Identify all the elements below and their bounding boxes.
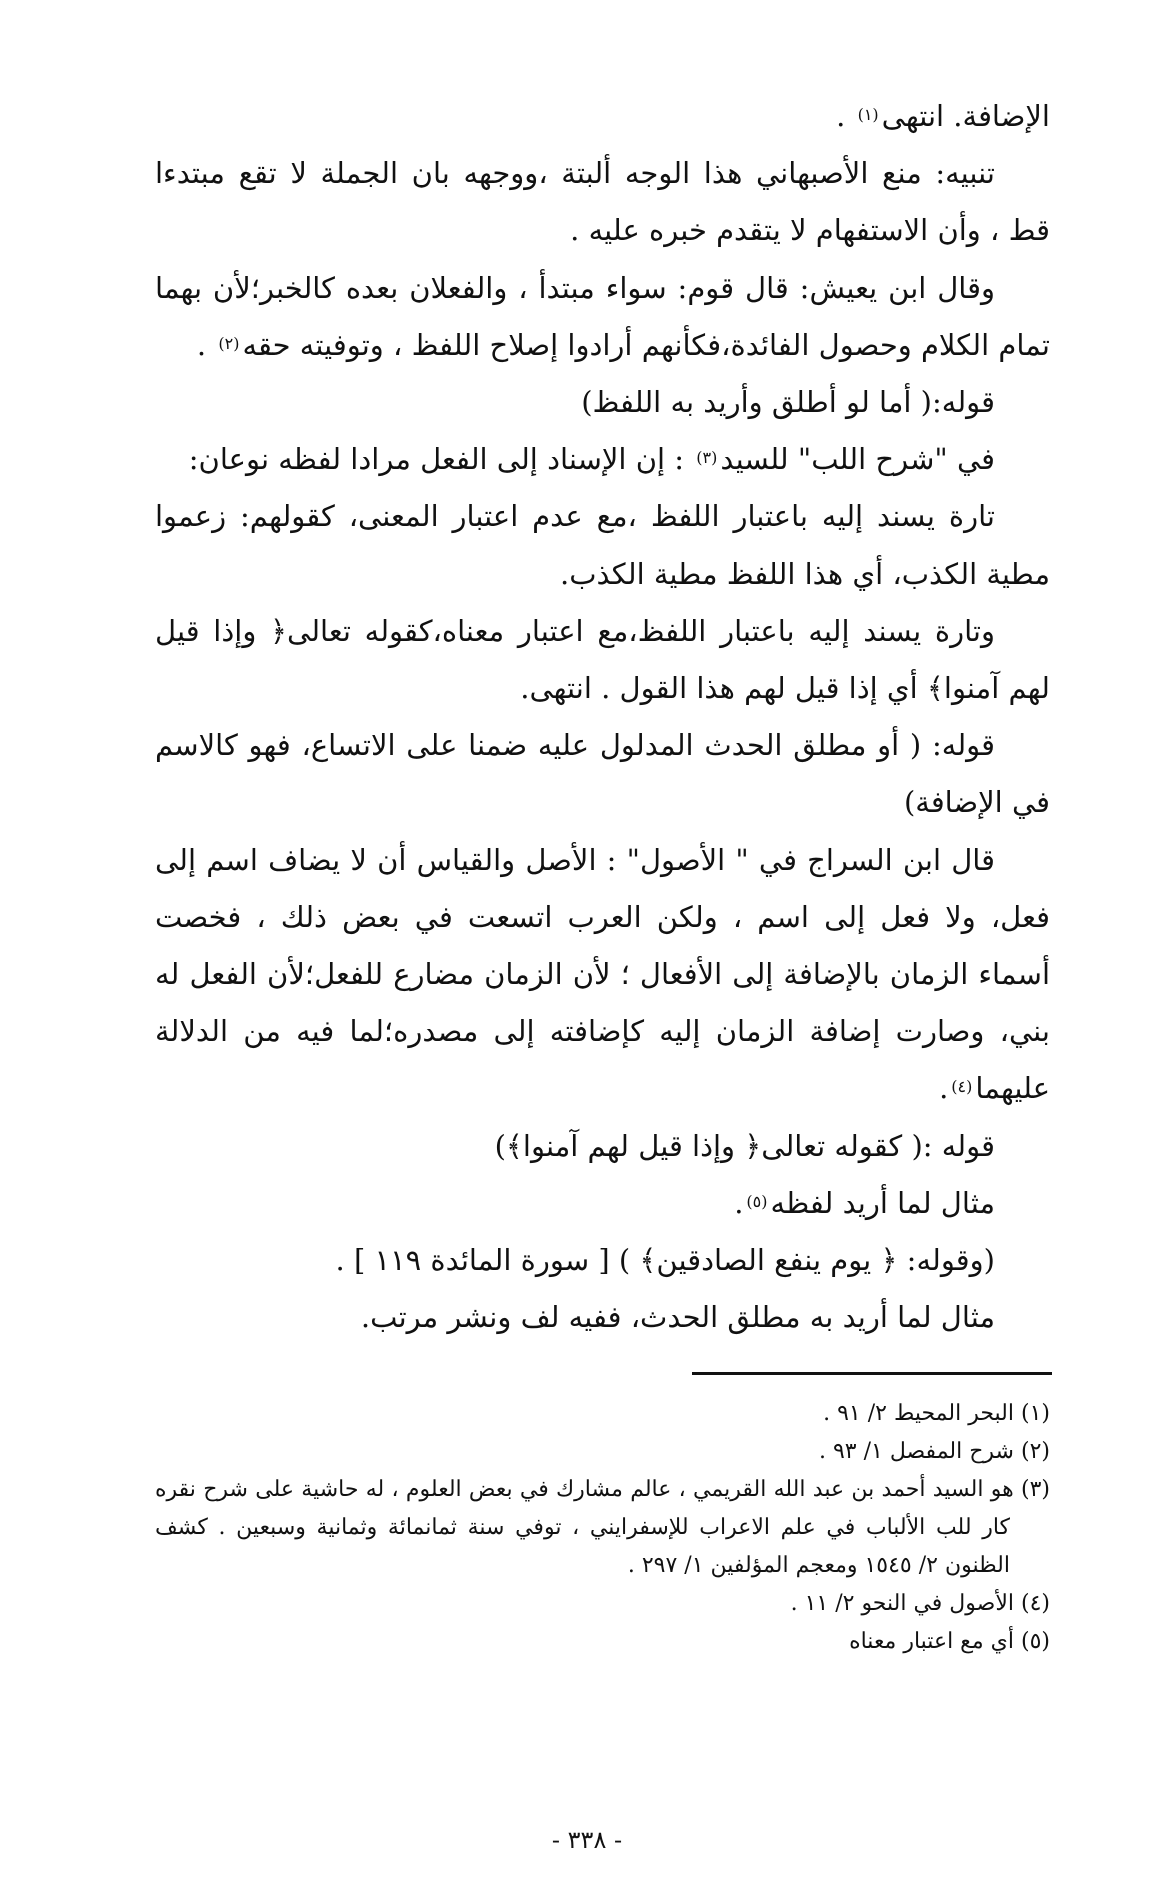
paragraph [155,88,1050,145]
paragraph: مثال لما أريد به مطلق الحدث، ففيه لف ونشر مرتب. [360,1300,995,1335]
paragraph-text: . [196,327,216,362]
paragraph-text: : إن الإسناد إلى الفعل مرادا لفظه نوعان: [188,442,694,477]
page-number: - ٣٣٨ - [551,1826,623,1854]
paragraph-text: في "شرح اللب" للسيد [720,442,995,477]
paragraph [155,431,1050,488]
quoted-heading: قوله :( كقوله تعالى﴿ وإذا قيل لهم آمنوا﴾) [494,1128,995,1163]
paragraph [155,1175,1050,1232]
paragraph: تارة يسند إليه باعتبار اللفظ ،مع عدم اعتبار المعنى، كقولهم: زعموا مطية الكذب، أي هذا اللفظ مطية الكذب. [155,499,1050,591]
paragraph-text: الإضافة. انتهى [881,99,1050,133]
footnotes-block [155,1395,1050,1661]
footnote: (٣) هو السيد أحمد بن عبد الله القريمي ، عالم مشارك في بعض العلوم ، له حاشية على شرح نقره كار للب الألباب في علم الاعراب للإسفرايني ، توفي سنة ثمانمائة وثمانية وسبعين . كشف الظنون ٢/ ١٥٤٥ ومعجم المؤلفين ١/ ٢٩٧ . [155,1477,1050,1578]
footnote-ref: (١) [857,105,879,124]
footnote-ref: (٤) [951,1077,973,1097]
paragraph: وتارة يسند إليه باعتبار اللفظ،مع اعتبار معناه،كقوله تعالى﴿ وإذا قيل لهم آمنوا﴾ أي إذا قيل لهم هذا القول . انتهى. [155,613,1050,706]
paragraph-text: وقال ابن يعيش: قال قوم: سواء مبتدأ ، والفعلان بعده كالخبر؛لأن بهما تمام الكلام وحصول الفائدة،فكأنهم أرادوا إصلاح اللفظ ، وتوفيته حقه [155,270,1050,362]
footnote-ref: (٢) [218,333,240,353]
main-text-block [155,88,1050,1346]
quoted-heading: قوله: ( أو مطلق الحدث المدلول عليه ضمنا على الاتساع، فهو كالاسم في الإضافة) [155,728,1050,820]
footnote: (٤) الأصول في النحو ٢/ ١١ . [790,1591,1050,1616]
footnote-ref: (٥) [746,1191,768,1211]
quoted-heading: (وقوله: ﴿ يوم ينفع الصادقين﴾ ) [ سورة المائدة ١١٩ ] . [335,1243,995,1278]
paragraph: تنبيه: منع الأصبهاني هذا الوجه ألبتة ،ووجهه بان الجملة لا تقع مبتدءا قط ، وأن الاستفهام لا يتقدم خبره عليه . [155,156,1050,248]
paragraph-text: . [734,1185,744,1220]
paragraph [155,260,1050,374]
footnote: (١) البحر المحيط ٢/ ٩١ . [823,1401,1050,1426]
paragraph [155,832,1050,1118]
paragraph-text: . [836,99,855,133]
quoted-heading: قوله:( أما لو أطلق وأريد به اللفظ) [581,385,995,420]
paragraph-text: . [939,1071,949,1106]
footnote: (٥) أي مع اعتبار معناه [849,1629,1050,1654]
footnote: (٢) شرح المفصل ١/ ٩٣ . [818,1439,1050,1464]
footnote-divider [692,1372,1052,1375]
paragraph-text: قال ابن السراج في " الأصول" : الأصل والقياس أن لا يضاف اسم إلى فعل، ولا فعل إلى اسم ، ولكن العرب اتسعت في بعض ذلك ، فخصت أسماء الزمان بالإضافة إلى الأفعال ؛ لأن الزمان مضارع للفعل؛لأن الفعل له بني، وصارت إضافة الزمان إليه كإضافته إلى مصدره؛لما فيه من الدلالة عليهما [155,842,1050,1106]
paragraph-text: مثال لما أريد لفظه [770,1185,995,1220]
footnote-ref: (٣) [696,448,718,468]
